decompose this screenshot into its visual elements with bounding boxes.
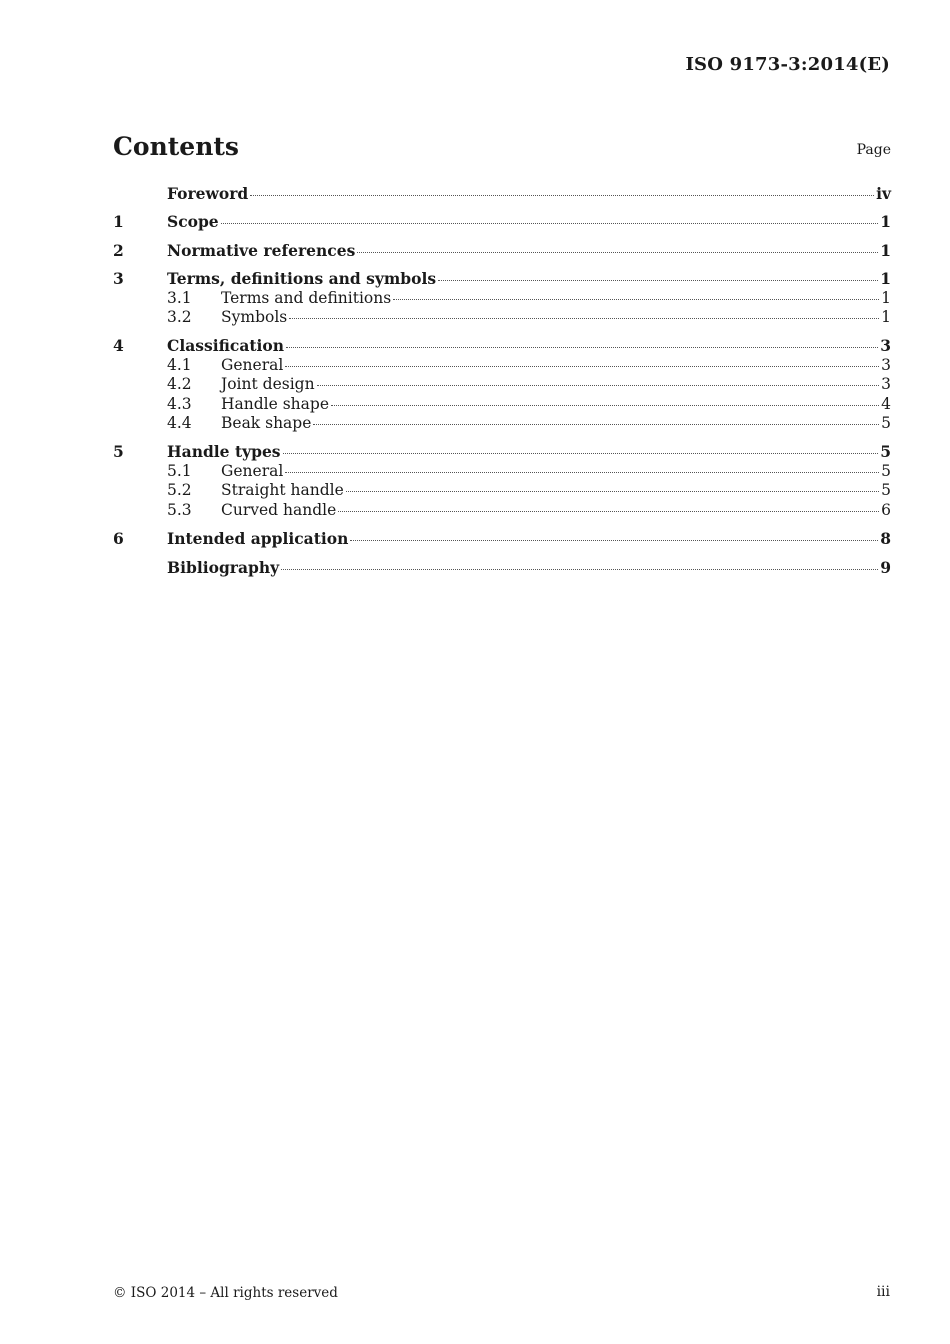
toc-entry[interactable] — [113, 529, 891, 548]
toc-entry-title[interactable]: Intended application — [167, 529, 349, 549]
toc-entry-page[interactable]: 1 — [880, 240, 891, 260]
contents-title: Contents — [113, 132, 240, 161]
toc-entry-number: 5.1 — [167, 461, 192, 480]
toc-entry-page[interactable]: 6 — [881, 500, 891, 519]
toc-entry-number: 4.3 — [167, 394, 192, 413]
page-column-label: Page — [856, 142, 891, 158]
toc-entry-number: 4.4 — [167, 414, 192, 433]
toc-entry-page[interactable]: 5 — [880, 442, 891, 462]
toc-entry-number: 5.3 — [167, 500, 192, 519]
toc-entry-title[interactable]: Terms and definitions — [221, 288, 392, 307]
toc-entry-title[interactable]: Curved handle — [221, 500, 337, 519]
toc-entry-page[interactable]: 1 — [880, 269, 891, 289]
toc-entry-page[interactable]: 9 — [880, 557, 891, 577]
toc-entry[interactable] — [113, 442, 891, 461]
toc-entry[interactable] — [113, 356, 891, 375]
toc-entry-page[interactable]: 3 — [881, 355, 891, 374]
toc-entry-title[interactable]: Normative references — [167, 240, 356, 260]
toc-dot-leader — [289, 317, 879, 319]
toc-dot-leader — [346, 490, 879, 492]
contents-header — [113, 132, 891, 164]
toc-entry-page[interactable]: 1 — [881, 308, 891, 327]
toc-entry-number: 2 — [113, 240, 124, 260]
toc-dot-leader — [313, 423, 879, 425]
table-of-contents — [113, 184, 891, 577]
toc-entry[interactable] — [113, 481, 891, 500]
page-number: iii — [876, 1284, 890, 1300]
toc-entry[interactable] — [113, 269, 891, 288]
toc-entry[interactable] — [113, 414, 891, 433]
toc-entry[interactable] — [113, 289, 891, 308]
toc-entry-page[interactable]: iv — [876, 184, 891, 203]
toc-entry-title[interactable]: Classification — [167, 336, 285, 356]
toc-entry[interactable] — [113, 184, 891, 203]
toc-dot-leader — [331, 404, 879, 406]
toc-entry[interactable] — [113, 241, 891, 260]
toc-entry-page[interactable]: 8 — [880, 529, 891, 549]
toc-entry[interactable] — [113, 501, 891, 520]
toc-dot-leader — [250, 194, 874, 196]
toc-dot-leader — [317, 384, 880, 386]
toc-entry-title[interactable]: Scope — [167, 212, 219, 232]
toc-entry-page[interactable]: 1 — [880, 212, 891, 232]
toc-entry-title[interactable]: Terms, definitions and symbols — [167, 269, 437, 289]
toc-entry-page[interactable]: 5 — [881, 481, 891, 500]
toc-entry[interactable] — [113, 375, 891, 394]
toc-entry-number: 5 — [113, 442, 124, 462]
toc-dot-leader — [221, 222, 879, 224]
toc-entry-title[interactable]: General — [221, 355, 284, 374]
toc-dot-leader — [393, 298, 879, 300]
toc-dot-leader — [285, 365, 879, 367]
toc-entry-title[interactable]: General — [221, 461, 284, 480]
toc-entry-number: 1 — [113, 212, 124, 232]
toc-dot-leader — [350, 539, 878, 541]
toc-entry[interactable] — [113, 308, 891, 327]
toc-dot-leader — [283, 452, 879, 454]
toc-entry-page[interactable]: 5 — [881, 414, 891, 433]
toc-dot-leader — [438, 279, 878, 281]
toc-entry[interactable] — [113, 336, 891, 355]
toc-entry[interactable] — [113, 395, 891, 414]
toc-entry-page[interactable]: 3 — [880, 336, 891, 356]
copyright-notice: © ISO 2014 – All rights reserved — [113, 1285, 338, 1301]
toc-entry-number: 3.1 — [167, 288, 192, 307]
toc-entry-page[interactable]: 5 — [881, 461, 891, 480]
toc-entry-title[interactable]: Bibliography — [167, 557, 280, 577]
toc-entry-page[interactable]: 4 — [881, 394, 891, 413]
toc-entry-title[interactable]: Foreword — [167, 184, 249, 203]
toc-dot-leader — [338, 510, 879, 512]
toc-entry-title[interactable]: Straight handle — [221, 481, 344, 500]
toc-entry-title[interactable]: Handle types — [167, 442, 281, 462]
toc-entry-number: 3.2 — [167, 308, 192, 327]
toc-entry-number: 4 — [113, 336, 124, 356]
toc-dot-leader — [357, 251, 878, 253]
toc-entry-page[interactable]: 1 — [881, 288, 891, 307]
toc-entry-number: 4.1 — [167, 355, 192, 374]
toc-entry-title[interactable]: Symbols — [221, 308, 288, 327]
toc-entry-title[interactable]: Beak shape — [221, 414, 312, 433]
toc-entry-page[interactable]: 3 — [881, 375, 891, 394]
toc-entry-title[interactable]: Handle shape — [221, 394, 329, 413]
toc-entry-number: 3 — [113, 269, 124, 289]
toc-entry-number: 4.2 — [167, 375, 192, 394]
toc-entry-title[interactable]: Joint design — [221, 375, 315, 394]
toc-entry[interactable] — [113, 212, 891, 231]
toc-entry-number: 6 — [113, 529, 124, 549]
document-id: ISO 9173-3:2014(E) — [685, 54, 890, 75]
toc-entry[interactable] — [113, 462, 891, 481]
toc-entry-number: 5.2 — [167, 481, 192, 500]
toc-dot-leader — [281, 568, 878, 570]
toc-dot-leader — [286, 346, 878, 348]
toc-entry[interactable] — [113, 558, 891, 577]
toc-dot-leader — [285, 471, 879, 473]
